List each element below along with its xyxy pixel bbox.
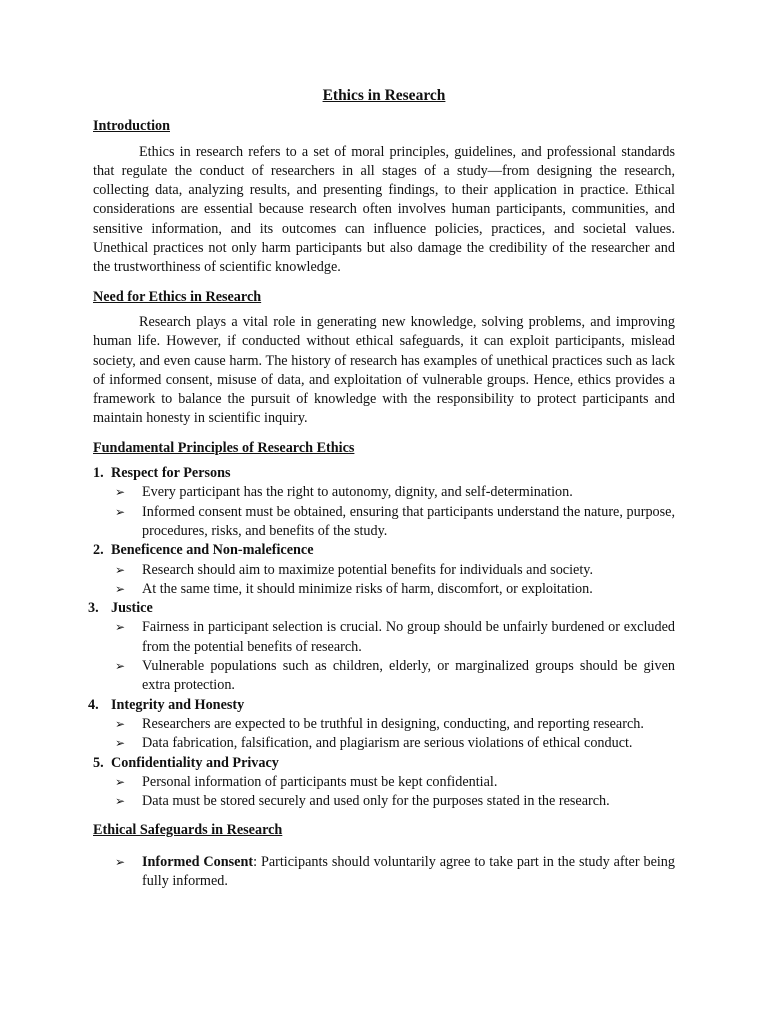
arrow-bullet-icon: ➢ [115, 504, 126, 519]
arrow-bullet-icon: ➢ [115, 774, 126, 789]
principle-point: ➢ Researchers are expected to be truthful in designing, conducting, and reporting research. [93, 715, 675, 734]
principle-item [88, 696, 675, 754]
principle-title: Beneficence and Non-maleficence [111, 542, 314, 559]
arrow-bullet-icon: ➢ [115, 736, 126, 751]
introduction-paragraph: Ethics in research refers to a set of moral principles, guidelines, and professional standards that regulate the conduct of researchers in all stages of a study—from designing the research, collecting data, analyzing results, and presenting findings, to their application in practice. Ethical considerations are essential because research often involves human participants, communities, and sensitive information, and its outcomes can influence policies, practices, and societal values. Unethical practices not only harm participants but also damage the credibility of the researcher and the trustworthiness of scientific knowledge. [93, 143, 675, 276]
principle-point: ➢ Data fabrication, falsification, and plagiarism are serious violations of ethical conduct. [93, 734, 675, 753]
need-heading: Need for Ethics in Research [93, 288, 262, 305]
principle-point: ➢ Research should aim to maximize potential benefits for individuals and society. [93, 561, 675, 580]
principle-point: ➢ Vulnerable populations such as children, elderly, or marginalized groups should be given extra protection. [93, 657, 675, 696]
safeguard-text: : Participants should voluntarily agree to take part in the study after being fully informed. [142, 853, 675, 889]
principle-item [93, 541, 675, 599]
arrow-bullet-icon: ➢ [115, 659, 126, 674]
safeguard-label: Informed Consent [142, 853, 254, 870]
principles-heading: Fundamental Principles of Research Ethics [93, 439, 355, 456]
principle-number: 3. [88, 600, 99, 617]
principle-title: Integrity and Honesty [111, 696, 245, 713]
principle-number: 5. [93, 754, 104, 771]
safeguard-item [93, 853, 675, 892]
principle-point: ➢ Personal information of participants must be kept confidential. [93, 773, 675, 792]
principle-point: ➢ Data must be stored securely and used only for the purposes stated in the research. [93, 792, 675, 811]
principle-title: Respect for Persons [111, 465, 231, 482]
introduction-heading: Introduction [93, 118, 170, 135]
arrow-bullet-icon: ➢ [115, 794, 126, 809]
principle-title: Justice [111, 600, 153, 617]
principles-list [88, 464, 675, 811]
principle-number: 2. [93, 542, 104, 559]
safeguards-heading: Ethical Safeguards in Research [93, 822, 283, 839]
arrow-bullet-icon: ➢ [115, 854, 126, 869]
safeguards-list [93, 853, 675, 892]
principle-item [93, 464, 675, 541]
arrow-bullet-icon: ➢ [115, 716, 126, 731]
need-paragraph: Research plays a vital role in generating new knowledge, solving problems, and improving human life. However, if conducted without ethical safeguards, it can exploit participants, mislead society, and even cause harm. The history of research has examples of unethical practices such as lack of informed consent, misuse of data, and exploitation of vulnerable groups. Hence, ethics provides a framework to balance the pursuit of knowledge with the responsibility to protect participants and maintain honesty in scientific inquiry. [93, 313, 675, 427]
principle-item [93, 754, 675, 812]
principle-number: 1. [93, 465, 104, 482]
principle-point: ➢ Fairness in participant selection is crucial. No group should be unfairly burdened or excluded from the potential benefits of research. [93, 618, 675, 657]
principle-number: 4. [88, 696, 99, 713]
arrow-bullet-icon: ➢ [115, 562, 126, 577]
principle-point: ➢ Every participant has the right to autonomy, dignity, and self-determination. [93, 483, 675, 502]
arrow-bullet-icon: ➢ [115, 485, 126, 500]
principle-point: ➢ At the same time, it should minimize risks of harm, discomfort, or exploitation. [93, 580, 675, 599]
principle-point: ➢ Informed consent must be obtained, ensuring that participants understand the nature, purpose, procedures, risks, and benefits of the study. [93, 503, 675, 542]
document-title: Ethics in Research [322, 87, 446, 104]
arrow-bullet-icon: ➢ [115, 581, 126, 596]
principle-title: Confidentiality and Privacy [111, 754, 279, 771]
arrow-bullet-icon: ➢ [115, 620, 126, 635]
principle-item [88, 599, 675, 695]
document-page [88, 86, 675, 891]
